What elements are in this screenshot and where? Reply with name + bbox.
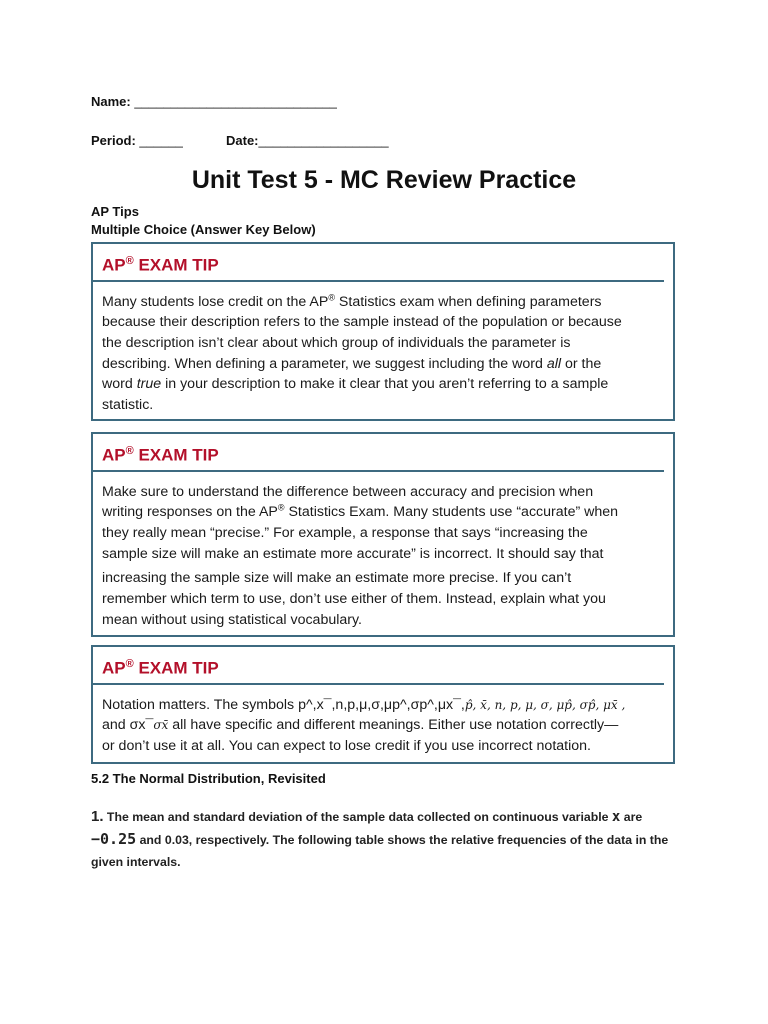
name-field bbox=[91, 94, 337, 109]
exam-tip-box-2 bbox=[91, 432, 675, 637]
question-1: 1. The mean and standard deviation of the sample data collected on continuous variable x are −0.25 and 0.03, respectively. The following table shows the relative frequencies of the data in the given intervals. bbox=[91, 808, 669, 869]
date-label: Date: bbox=[226, 133, 259, 148]
mean-value: −0.25 bbox=[91, 830, 137, 848]
name-label: Name: bbox=[91, 94, 131, 109]
notation-symbols: p̂, x̄, n, p, μ, σ, μp̂, σp̂, μx̄ , bbox=[464, 697, 626, 712]
name-blank: ____________________________ bbox=[134, 94, 337, 109]
section-heading: 5.2 The Normal Distribution, Revisited bbox=[91, 771, 326, 786]
question-number: 1. bbox=[91, 808, 104, 825]
date-field bbox=[226, 133, 389, 148]
page-title: Unit Test 5 - MC Review Practice bbox=[191, 166, 577, 194]
variable-x: x bbox=[611, 809, 621, 825]
ap-tips-heading: AP Tips bbox=[91, 204, 139, 219]
period-blank: ______ bbox=[139, 133, 183, 148]
exam-tip-heading: AP® EXAM TIP bbox=[93, 244, 664, 282]
date-blank: __________________ bbox=[258, 133, 389, 148]
exam-tip-heading: AP® EXAM TIP bbox=[93, 434, 664, 472]
exam-tip-box-1 bbox=[91, 242, 675, 421]
exam-tip-heading: AP® EXAM TIP bbox=[93, 647, 664, 685]
period-field bbox=[91, 133, 183, 148]
exam-tip-body: Make sure to understand the difference between accuracy and precision when writing responses on the AP® Statistics Exam. Many students use “accurate” when they really mean “precise.” For example, a response that says “increasing the sample size will make an estimate more accurate” is incorrect. It should say that increasing the sample size will make an estimate more precise. If you can’t remember which term to use, don’t use either of them. Instead, explain what you mean without using statistical vocabulary. bbox=[102, 483, 619, 628]
exam-tip-body: Notation matters. The symbols p^,x¯,n,p,μ,σ,μp^,σp^,μx¯,p̂, x̄, n, p, μ, σ, μp̂, σp̂, μx̄ , and σx¯σx̄ all have specific and different meanings. Either use notation correctly— or don’t use it at all. You can expect to lose credit if you use incorrect notation. bbox=[102, 696, 626, 755]
exam-tip-body: Many students lose credit on the AP® Statistics exam when defining parameters because their description refers to the sample instead of the population or because the description isn’t clear about which group of individuals the parameter is describing. When defining a parameter, we suggest including the word all or the word true in your description to make it clear that you aren’t referring to a sample statistic. bbox=[102, 291, 622, 414]
exam-tip-box-3 bbox=[91, 645, 675, 764]
period-label: Period: bbox=[91, 133, 136, 148]
notation-symbol: σx̄ bbox=[153, 718, 169, 733]
multiple-choice-heading: Multiple Choice (Answer Key Below) bbox=[91, 222, 316, 237]
